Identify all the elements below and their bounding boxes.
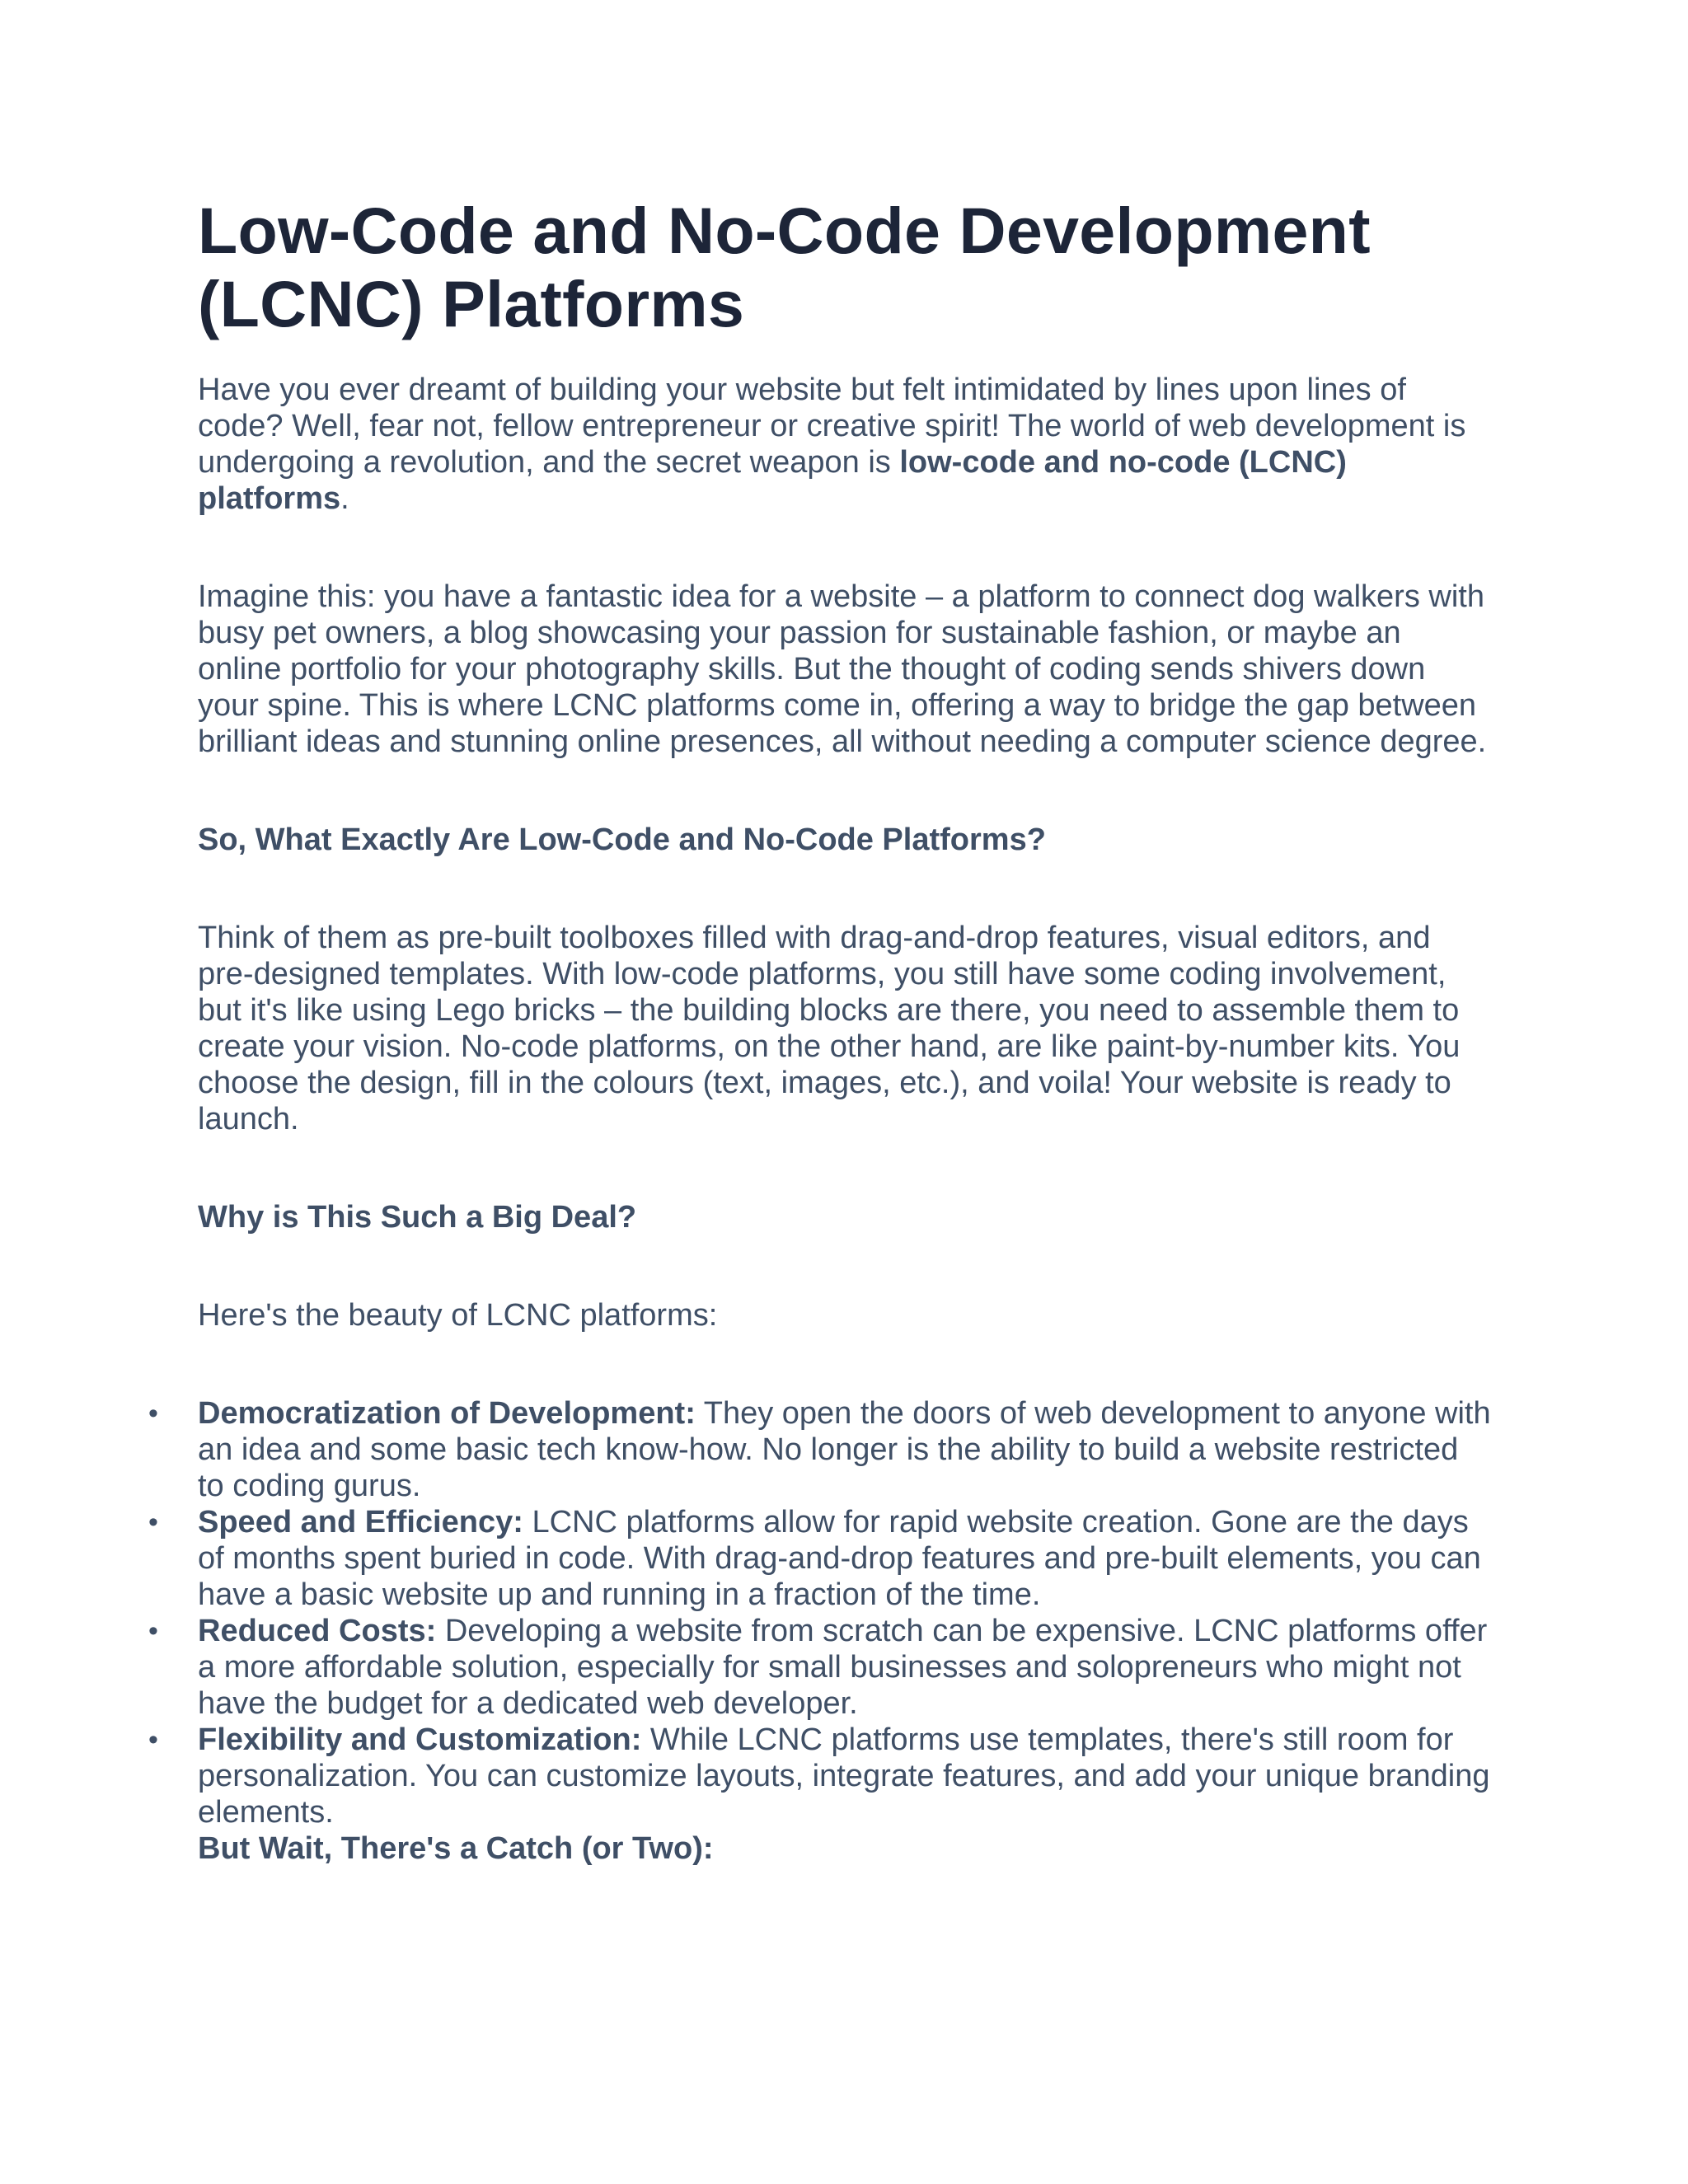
bullet-icon: • bbox=[148, 1724, 158, 1755]
think-paragraph: Think of them as pre-built toolboxes filled with drag-and-drop features, visual editors, and pre-designed templates. With low-code platforms, you still have some coding involvement, but it's like using Lego bricks – the building blocks are there, you need to assemble them to create your vision. No-code platforms, on the other hand, are like paint-by-number kits. You choose the design, fill in the colours (text, images, etc.), and voila! Your website is ready to launch. bbox=[198, 921, 1461, 1137]
intro-paragraph bbox=[198, 372, 1492, 517]
bullet-icon: • bbox=[148, 1615, 158, 1647]
list-item bbox=[148, 1613, 1492, 1722]
imagine-paragraph: Imagine this: you have a fantastic idea for a website – a platform to connect dog walkers with busy pet owners, a blog showcasing your passion for sustainable fashion, or maybe an online portfolio for your photography skills. But the thought of coding sends shivers down your spine. This is where LCNC platforms come in, offering a way to bridge the gap between brilliant ideas and stunning online presences, all without needing a computer science degree. bbox=[198, 579, 1487, 759]
list-item bbox=[148, 1722, 1492, 1830]
list-item bbox=[148, 1395, 1492, 1504]
list-item-text: LCNC platforms allow for rapid website creation. Gone are the days of months spent buried in code. With drag-and-drop features and pre-built elements, you can have a basic website up and running in a fraction of the time. bbox=[198, 1505, 1481, 1612]
spacer bbox=[198, 1333, 1492, 1395]
spacer bbox=[198, 858, 1492, 920]
spacer bbox=[198, 760, 1492, 822]
list-item bbox=[148, 1504, 1492, 1613]
list-item-title: Reduced Costs: bbox=[198, 1614, 437, 1648]
list-item-text: They open the doors of web development to anyone with an idea and some basic tech know-how. No longer is the ability to build a website restricted to coding gurus. bbox=[198, 1396, 1491, 1503]
list-item-title: Democratization of Development: bbox=[198, 1396, 696, 1431]
section-heading-what: So, What Exactly Are Low-Code and No-Code Platforms? bbox=[198, 823, 1046, 857]
spacer bbox=[198, 1235, 1492, 1297]
section-heading-why: Why is This Such a Big Deal? bbox=[198, 1200, 637, 1235]
intro-bold-text: low-code and no-code (LCNC) platforms bbox=[198, 445, 1347, 516]
list-item-text: While LCNC platforms use templates, there's still room for personalization. You can customize layouts, integrate features, and add your unique branding elements. bbox=[198, 1722, 1490, 1830]
spacer bbox=[198, 1137, 1492, 1199]
beauty-paragraph: Here's the beauty of LCNC platforms: bbox=[198, 1298, 718, 1333]
spacer bbox=[198, 517, 1492, 579]
list-item-text: Developing a website from scratch can be expensive. LCNC platforms offer a more affordable solution, especially for small businesses and solopreneurs who might not have the budget for a dedicated web developer. bbox=[198, 1614, 1488, 1721]
document-content bbox=[148, 194, 1492, 1867]
benefits-list bbox=[148, 1395, 1492, 1830]
page-title: Low-Code and No-Code Development (LCNC) Platforms bbox=[198, 194, 1371, 340]
intro-text: Have you ever dreamt of building your website but felt intimidated by lines upon lines of code? Well, fear not, fellow entrepreneur or creative spirit! The world of web development is undergoing a revolution, and the secret weapon is bbox=[198, 373, 1466, 480]
section-heading-catch: But Wait, There's a Catch (or Two): bbox=[198, 1831, 714, 1866]
list-item-title: Flexibility and Customization: bbox=[198, 1722, 642, 1757]
list-item-title: Speed and Efficiency: bbox=[198, 1505, 523, 1540]
bullet-icon: • bbox=[148, 1398, 158, 1429]
intro-text-end: . bbox=[340, 481, 349, 516]
bullet-icon: • bbox=[148, 1507, 158, 1538]
